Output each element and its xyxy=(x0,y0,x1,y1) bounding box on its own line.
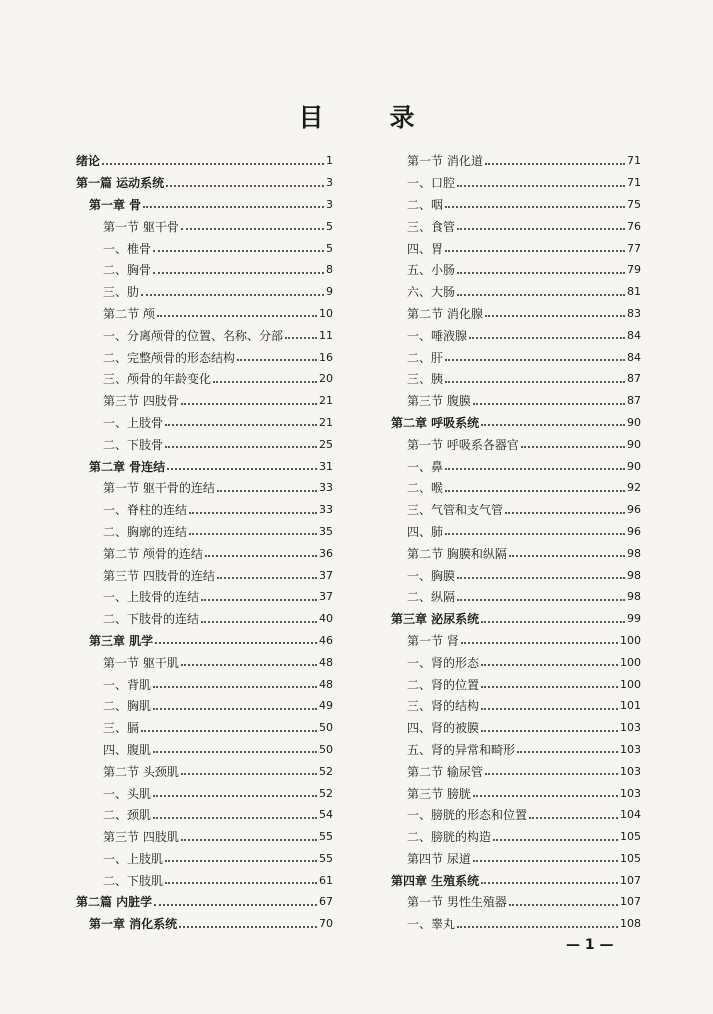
toc-entry-title: 四、腹肌 xyxy=(103,742,152,757)
toc-entry[interactable] xyxy=(391,608,641,630)
toc-entry-page: 11 xyxy=(319,328,333,342)
toc-leader-dots xyxy=(213,369,317,383)
toc-entry-page: 37 xyxy=(319,568,333,582)
toc-entry[interactable] xyxy=(391,760,641,782)
toc-entry-title: 第四节 尿道 xyxy=(407,851,471,866)
toc-entry-page: 16 xyxy=(319,350,333,364)
toc-leader-dots xyxy=(481,870,618,884)
toc-leader-dots xyxy=(285,325,317,339)
toc-entry-page: 37 xyxy=(319,590,333,604)
toc-entry[interactable] xyxy=(391,542,641,564)
toc-entry-title: 第二章 呼吸系统 xyxy=(391,415,480,430)
toc-entry-page: 5 xyxy=(326,241,333,255)
toc-entry[interactable] xyxy=(76,455,333,477)
page-title-char-1: 目 xyxy=(298,103,324,132)
toc-leader-dots xyxy=(165,412,317,426)
toc-entry[interactable] xyxy=(391,739,641,761)
toc-entry-page: 50 xyxy=(319,721,333,735)
toc-entry-title: 二、完整颅骨的形态结构 xyxy=(103,350,236,365)
toc-entry-title: 一、上肢肌 xyxy=(103,851,164,866)
toc-entry-title: 第一节 躯干肌 xyxy=(103,655,179,670)
toc-entry-title: 一、椎骨 xyxy=(103,241,152,256)
toc-entry-title: 第一节 呼吸系各器官 xyxy=(407,437,519,452)
toc-leader-dots xyxy=(141,282,324,296)
toc-entry-title: 第一节 躯干骨的连结 xyxy=(103,481,215,496)
toc-leader-dots xyxy=(153,238,324,252)
toc-entry-page: 84 xyxy=(627,328,641,342)
page-number: — 1 — xyxy=(566,937,614,953)
toc-entry-title: 一、鼻 xyxy=(407,459,444,474)
toc-leader-dots xyxy=(445,347,625,361)
toc-entry[interactable] xyxy=(391,433,641,455)
toc-leader-dots xyxy=(181,652,317,666)
toc-leader-dots xyxy=(485,151,625,165)
toc-leader-dots xyxy=(457,587,625,601)
toc-entry-page: 46 xyxy=(319,633,333,647)
toc-leader-dots xyxy=(153,260,324,274)
toc-leader-dots xyxy=(153,805,317,819)
toc-entry-page: 108 xyxy=(620,917,641,931)
toc-entry-title: 二、肝 xyxy=(407,350,444,365)
toc-entry-page: 103 xyxy=(620,721,641,735)
toc-entry-page: 83 xyxy=(627,306,641,320)
toc-entry-title: 一、唾液腺 xyxy=(407,328,468,343)
toc-entry-title: 二、下肢骨的连结 xyxy=(103,612,200,627)
toc-leader-dots xyxy=(457,173,625,187)
toc-entry-page: 79 xyxy=(627,263,641,277)
toc-entry-page: 100 xyxy=(620,633,641,647)
toc-right-column xyxy=(391,150,641,935)
toc-entry[interactable] xyxy=(391,651,641,673)
toc-entry[interactable] xyxy=(76,281,333,303)
toc-leader-dots xyxy=(153,783,317,797)
toc-entry-title: 二、胸廓的连结 xyxy=(103,524,188,539)
toc-entry[interactable] xyxy=(391,869,641,891)
toc-entry-page: 3 xyxy=(326,197,333,211)
toc-entry-page: 77 xyxy=(627,241,641,255)
toc-entry[interactable] xyxy=(391,891,641,913)
toc-leader-dots xyxy=(457,216,625,230)
toc-leader-dots xyxy=(237,347,317,361)
toc-entry[interactable] xyxy=(76,782,333,804)
toc-leader-dots xyxy=(143,194,324,208)
toc-entry-page: 49 xyxy=(319,699,333,713)
toc-entry[interactable] xyxy=(391,281,641,303)
toc-entry[interactable] xyxy=(391,499,641,521)
toc-entry[interactable] xyxy=(391,412,641,434)
toc-entry-page: 54 xyxy=(319,808,333,822)
toc-entry-title: 一、膀胱的形态和位置 xyxy=(407,808,528,823)
toc-leader-dots xyxy=(481,412,625,426)
toc-leader-dots xyxy=(157,303,317,317)
toc-entry-title: 一、肾的形态 xyxy=(407,655,480,670)
toc-leader-dots xyxy=(445,238,625,252)
toc-entry-page: 107 xyxy=(620,895,641,909)
toc-entry-page: 98 xyxy=(627,546,641,560)
toc-entry[interactable] xyxy=(391,455,641,477)
toc-leader-dots xyxy=(217,478,317,492)
toc-entry-page: 33 xyxy=(319,481,333,495)
toc-leader-dots xyxy=(481,696,618,710)
toc-entry-page: 50 xyxy=(319,742,333,756)
toc-entry-page: 35 xyxy=(319,524,333,538)
toc-entry-page: 90 xyxy=(627,459,641,473)
toc-entry[interactable] xyxy=(391,477,641,499)
toc-entry-page: 3 xyxy=(326,176,333,190)
toc-entry-page: 61 xyxy=(319,873,333,887)
toc-entry-title: 三、胰 xyxy=(407,372,444,387)
toc-entry-page: 103 xyxy=(620,742,641,756)
toc-entry[interactable] xyxy=(76,673,333,695)
toc-left-column xyxy=(76,150,333,935)
toc-leader-dots xyxy=(521,434,625,448)
toc-leader-dots xyxy=(165,848,317,862)
toc-entry-title: 第一章 骨 xyxy=(89,197,142,212)
toc-entry-page: 92 xyxy=(627,481,641,495)
toc-entry-title: 第三节 腹膜 xyxy=(407,394,471,409)
toc-leader-dots xyxy=(473,848,618,862)
toc-entry[interactable] xyxy=(76,695,333,717)
toc-entry[interactable] xyxy=(391,346,641,368)
toc-entry[interactable] xyxy=(76,542,333,564)
toc-leader-dots xyxy=(445,478,625,492)
toc-entry[interactable] xyxy=(76,412,333,434)
page-title-char-2: 录 xyxy=(389,103,415,132)
toc-entry[interactable] xyxy=(76,717,333,739)
toc-entry-page: 103 xyxy=(620,786,641,800)
toc-leader-dots xyxy=(445,369,625,383)
toc-leader-dots xyxy=(181,827,317,841)
toc-entry[interactable] xyxy=(391,804,641,826)
toc-leader-dots xyxy=(141,718,317,732)
toc-entry-title: 第四章 生殖系统 xyxy=(391,873,480,888)
toc-entry-page: 107 xyxy=(620,873,641,887)
toc-entry-title: 二、胸肌 xyxy=(103,699,152,714)
toc-entry-page: 21 xyxy=(319,394,333,408)
toc-entry[interactable] xyxy=(391,237,641,259)
toc-leader-dots xyxy=(509,892,618,906)
toc-entry-page: 98 xyxy=(627,590,641,604)
toc-entry-title: 第二节 颅 xyxy=(103,306,155,321)
toc-leader-dots xyxy=(165,870,317,884)
toc-entry-title: 第一节 男性生殖器 xyxy=(407,895,507,910)
toc-entry-title: 第三章 肌学 xyxy=(89,633,154,648)
toc-entry-title: 三、膈 xyxy=(103,721,140,736)
toc-entry-page: 100 xyxy=(620,677,641,691)
toc-entry-page: 84 xyxy=(627,350,641,364)
toc-leader-dots xyxy=(493,827,618,841)
toc-entry-page: 103 xyxy=(620,764,641,778)
toc-entry[interactable] xyxy=(76,760,333,782)
toc-entry-page: 105 xyxy=(620,851,641,865)
toc-entry-title: 二、喉 xyxy=(407,481,444,496)
toc-leader-dots xyxy=(473,783,618,797)
toc-entry-page: 99 xyxy=(627,612,641,626)
toc-entry-title: 第二节 胸膜和纵隔 xyxy=(407,546,507,561)
toc-leader-dots xyxy=(445,194,625,208)
toc-leader-dots xyxy=(201,587,317,601)
toc-entry-title: 第三节 四肢骨的连结 xyxy=(103,568,215,583)
toc-entry-page: 87 xyxy=(627,394,641,408)
toc-entry-page: 98 xyxy=(627,568,641,582)
toc-leader-dots xyxy=(189,500,317,514)
toc-entry-page: 90 xyxy=(627,415,641,429)
toc-entry-title: 第一节 躯干骨 xyxy=(103,219,179,234)
toc-entry-page: 31 xyxy=(319,459,333,473)
toc-entry[interactable] xyxy=(76,237,333,259)
toc-entry-page: 96 xyxy=(627,503,641,517)
toc-entry-page: 55 xyxy=(319,830,333,844)
toc-entry-title: 二、下肢肌 xyxy=(103,873,164,888)
toc-entry-page: 10 xyxy=(319,306,333,320)
toc-entry-title: 二、肾的位置 xyxy=(407,677,480,692)
toc-entry-page: 40 xyxy=(319,612,333,626)
toc-leader-dots xyxy=(155,630,317,644)
toc-entry[interactable] xyxy=(76,564,333,586)
toc-leader-dots xyxy=(153,674,317,688)
toc-entry-title: 一、胸膜 xyxy=(407,568,456,583)
toc-entry[interactable] xyxy=(391,586,641,608)
toc-entry[interactable] xyxy=(76,433,333,455)
toc-entry-title: 第二篇 内脏学 xyxy=(76,895,153,910)
toc-entry-title: 第三章 泌尿系统 xyxy=(391,612,480,627)
toc-entry[interactable] xyxy=(76,869,333,891)
toc-leader-dots xyxy=(469,325,625,339)
toc-entry[interactable] xyxy=(76,608,333,630)
toc-leader-dots xyxy=(201,609,317,623)
toc-entry[interactable] xyxy=(76,651,333,673)
toc-entry-page: 36 xyxy=(319,546,333,560)
toc-entry[interactable] xyxy=(391,848,641,870)
toc-entry[interactable] xyxy=(391,826,641,848)
toc-entry-page: 90 xyxy=(627,437,641,451)
toc-leader-dots xyxy=(481,652,618,666)
toc-leader-dots xyxy=(529,805,618,819)
toc-entry-title: 三、食管 xyxy=(407,219,456,234)
toc-entry[interactable] xyxy=(391,324,641,346)
toc-entry[interactable] xyxy=(76,324,333,346)
toc-leader-dots xyxy=(481,718,618,732)
toc-leader-dots xyxy=(517,739,618,753)
toc-entry[interactable] xyxy=(76,346,333,368)
toc-entry[interactable] xyxy=(76,215,333,237)
toc-entry-page: 75 xyxy=(627,197,641,211)
toc-entry-page: 48 xyxy=(319,677,333,691)
toc-entry[interactable] xyxy=(76,499,333,521)
toc-entry-title: 一、头肌 xyxy=(103,786,152,801)
toc-leader-dots xyxy=(179,914,317,928)
toc-leader-dots xyxy=(166,173,324,187)
toc-entry-page: 52 xyxy=(319,764,333,778)
toc-entry-page: 96 xyxy=(627,524,641,538)
toc-entry-page: 21 xyxy=(319,415,333,429)
toc-leader-dots xyxy=(205,543,317,557)
toc-entry-title: 第三节 四肢骨 xyxy=(103,394,179,409)
toc-entry[interactable] xyxy=(391,717,641,739)
toc-leader-dots xyxy=(509,543,625,557)
toc-entry-page: 71 xyxy=(627,154,641,168)
toc-entry-page: 70 xyxy=(319,917,333,931)
toc-entry[interactable] xyxy=(391,390,641,412)
toc-entry[interactable] xyxy=(76,259,333,281)
toc-entry-page: 67 xyxy=(319,895,333,909)
toc-entry[interactable] xyxy=(76,848,333,870)
toc-entry-page: 104 xyxy=(620,808,641,822)
toc-leader-dots xyxy=(505,500,625,514)
toc-entry[interactable] xyxy=(76,303,333,325)
toc-entry-title: 二、膀胱的构造 xyxy=(407,830,492,845)
toc-entry-page: 48 xyxy=(319,655,333,669)
toc-entry-title: 第二节 头颈肌 xyxy=(103,764,179,779)
toc-entry-title: 二、胸骨 xyxy=(103,263,152,278)
toc-entry-title: 绪论 xyxy=(76,154,101,169)
page-title xyxy=(0,98,713,134)
toc-leader-dots xyxy=(153,696,317,710)
toc-entry[interactable] xyxy=(76,739,333,761)
toc-entry[interactable] xyxy=(76,804,333,826)
toc-leader-dots xyxy=(473,391,625,405)
toc-leader-dots xyxy=(481,674,618,688)
toc-entry-title: 三、气管和支气管 xyxy=(407,503,504,518)
toc-entry[interactable] xyxy=(76,913,333,935)
toc-entry[interactable] xyxy=(391,150,641,172)
toc-entry-title: 二、纵隔 xyxy=(407,590,456,605)
toc-entry-page: 87 xyxy=(627,372,641,386)
toc-leader-dots xyxy=(485,303,625,317)
toc-entry[interactable] xyxy=(391,913,641,935)
toc-entry-title: 第一节 消化道 xyxy=(407,154,483,169)
toc-entry-page: 100 xyxy=(620,655,641,669)
toc-entry-title: 三、肾的结构 xyxy=(407,699,480,714)
toc-entry-title: 四、肾的被膜 xyxy=(407,721,480,736)
toc-entry[interactable] xyxy=(391,630,641,652)
toc-entry-title: 第三节 四肢肌 xyxy=(103,830,179,845)
toc-entry[interactable] xyxy=(76,172,333,194)
toc-entry[interactable] xyxy=(391,673,641,695)
toc-leader-dots xyxy=(153,739,317,753)
toc-entry-title: 二、下肢骨 xyxy=(103,437,164,452)
toc-entry-page: 5 xyxy=(326,219,333,233)
toc-leader-dots xyxy=(217,565,317,579)
toc-leader-dots xyxy=(181,761,317,775)
toc-entry-title: 第一篇 运动系统 xyxy=(76,176,165,191)
toc-entry-title: 一、口腔 xyxy=(407,176,456,191)
toc-entry-title: 一、上肢骨 xyxy=(103,415,164,430)
toc-entry[interactable] xyxy=(76,891,333,913)
toc-leader-dots xyxy=(461,630,618,644)
toc-entry[interactable] xyxy=(76,521,333,543)
toc-entry-title: 一、背肌 xyxy=(103,677,152,692)
toc-leader-dots xyxy=(165,434,317,448)
toc-entry-page: 76 xyxy=(627,219,641,233)
toc-entry[interactable] xyxy=(391,782,641,804)
toc-leader-dots xyxy=(481,609,625,623)
toc-entry-title: 一、睾丸 xyxy=(407,917,456,932)
toc-entry-title: 第二节 消化腺 xyxy=(407,306,483,321)
toc-leader-dots xyxy=(154,892,317,906)
toc-entry-title: 第一章 消化系统 xyxy=(89,917,178,932)
toc-entry-title: 第一节 肾 xyxy=(407,633,459,648)
toc-entry-title: 第三节 膀胱 xyxy=(407,786,471,801)
toc-entry-title: 四、肺 xyxy=(407,524,444,539)
toc-entry[interactable] xyxy=(76,390,333,412)
toc-entry[interactable] xyxy=(76,586,333,608)
toc-entry-title: 二、咽 xyxy=(407,197,444,212)
toc-leader-dots xyxy=(457,565,625,579)
toc-entry[interactable] xyxy=(391,368,641,390)
toc-entry-page: 9 xyxy=(326,285,333,299)
toc-entry[interactable] xyxy=(76,477,333,499)
toc-leader-dots xyxy=(485,761,618,775)
toc-entry-title: 五、小肠 xyxy=(407,263,456,278)
toc-leader-dots xyxy=(167,456,317,470)
toc-entry-page: 105 xyxy=(620,830,641,844)
toc-leader-dots xyxy=(445,456,625,470)
toc-entry-page: 1 xyxy=(326,154,333,168)
toc-entry-title: 一、分离颅骨的位置、名称、分部 xyxy=(103,328,284,343)
toc-entry-title: 五、肾的异常和畸形 xyxy=(407,742,516,757)
toc-leader-dots xyxy=(457,260,625,274)
toc-leader-dots xyxy=(102,151,324,165)
toc-entry[interactable] xyxy=(391,259,641,281)
toc-entry[interactable] xyxy=(391,564,641,586)
toc-entry-page: 52 xyxy=(319,786,333,800)
toc-entry-page: 55 xyxy=(319,851,333,865)
toc-entry-title: 四、胃 xyxy=(407,241,444,256)
toc-entry-page: 8 xyxy=(326,263,333,277)
toc-entry-page: 20 xyxy=(319,372,333,386)
toc-entry-page: 25 xyxy=(319,437,333,451)
toc-entry-page: 71 xyxy=(627,176,641,190)
toc-entry[interactable] xyxy=(76,150,333,172)
toc-entry-title: 六、大肠 xyxy=(407,285,456,300)
toc-entry[interactable] xyxy=(391,521,641,543)
toc-entry-title: 第二章 骨连结 xyxy=(89,459,166,474)
toc-entry[interactable] xyxy=(391,215,641,237)
toc-leader-dots xyxy=(181,216,324,230)
toc-entry-title: 二、颈肌 xyxy=(103,808,152,823)
toc-entry[interactable] xyxy=(391,194,641,216)
toc-entry[interactable] xyxy=(76,368,333,390)
toc-entry-page: 101 xyxy=(620,699,641,713)
toc-entry-title: 第二节 输尿管 xyxy=(407,764,483,779)
toc-entry[interactable] xyxy=(391,172,641,194)
toc-entry-title: 第二节 颅骨的连结 xyxy=(103,546,203,561)
toc-entry[interactable] xyxy=(391,303,641,325)
toc-entry-title: 三、颅骨的年龄变化 xyxy=(103,372,212,387)
toc-leader-dots xyxy=(189,521,317,535)
toc-leader-dots xyxy=(445,521,625,535)
toc-entry[interactable] xyxy=(76,194,333,216)
toc-entry[interactable] xyxy=(76,630,333,652)
toc-entry[interactable] xyxy=(76,826,333,848)
toc-entry-title: 三、肋 xyxy=(103,285,140,300)
toc-entry-title: 一、上肢骨的连结 xyxy=(103,590,200,605)
toc-leader-dots xyxy=(457,914,618,928)
toc-leader-dots xyxy=(181,391,317,405)
toc-entry-title: 一、脊柱的连结 xyxy=(103,503,188,518)
toc-entry-page: 33 xyxy=(319,503,333,517)
toc-entry-page: 81 xyxy=(627,285,641,299)
toc-leader-dots xyxy=(457,282,625,296)
toc-entry[interactable] xyxy=(391,695,641,717)
